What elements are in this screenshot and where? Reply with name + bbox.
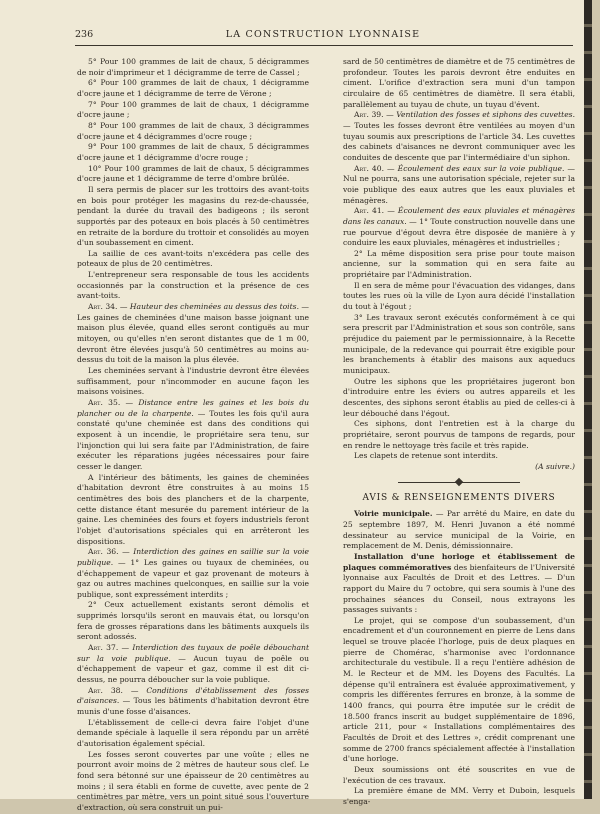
paragraph: Les clapets de retenue sont interdits.: [354, 451, 498, 461]
paragraph: 5° Pour 100 grammes de lait de chaux, 5 décigrammes de noir d'imprimeur et 1 décigramme de terre de Cassel ;: [77, 57, 309, 77]
paragraph: Outre les siphons que les propriétaires jugeront bon d'introduire entre les éviers ou autres appareils et les descentes, des siphons seront établis au pied de celles-ci à leur débouché dans l'égout.: [343, 376, 575, 418]
section-separator: [343, 475, 575, 489]
paragraph: La saillie de ces avant-toits n'excédera pas celle des poteaux de plus de 20 centimètres.: [77, 248, 309, 269]
paragraph: 3° Les travaux seront exécutés conformément à ce qui sera prescrit par l'Administration et sous son contrôle, sans préjudice du paiement par le permissionnaire, à la Recette municipale, de la redevance qui pourrait être exigible pour les branchements à établir des maisons aux aqueducs municipaux.: [343, 312, 575, 376]
article-title: Interdiction des tuyaux de poêle débouchant sur la voie publique.: [77, 643, 309, 663]
article-number: Art. 39.: [354, 110, 384, 120]
page-edge: [584, 0, 592, 799]
page-number: 236: [75, 29, 94, 40]
article-text: Toutes les fois qu'il aura constaté qu'une cheminée est dans des conditions qui exposent à un incendie, le propriétaire sera tenu, sur l'injonction qui lui sera faite par l'Administration, de faire exécuter les réparations jugées nécessaires pour faire cesser le danger.: [77, 408, 309, 471]
notice-horloge: [343, 552, 575, 616]
paragraph: 2° La même disposition sera prise pour toute maison ancienne, sur la sommation qui en sera faite au propriétaire par l'Administration.: [343, 248, 575, 280]
notice-text: des bienfaiteurs de l'Université lyonnaise aux Facultés de Droit et des Lettres. — D'un rapport du Maire du 7 octobre, qui sera soumis à l'une des prochaines séances du Conseil, nous extrayons les passages suivants :: [343, 562, 575, 615]
notice-heading: Voirie municipale.: [354, 509, 433, 519]
paragraph: 6° Pour 100 grammes de lait de chaux, 1 décigramme d'ocre jaune et 1 décigramme de terre de Vérone ;: [77, 78, 309, 98]
article-text: Aucun tuyau de poêle ou d'échappement de vapeur et gaz, comme il est dit ci-dessus, ne pourra déboucher sur la voie publique.: [77, 653, 310, 685]
article-36: Art. 36. — Interdiction des gaines en saillie sur la voie publique. — 1° Les gaines ou tuyaux de cheminées, ou d'échappement de vapeur et gaz provenant de moteurs à gaz ou autres machines quelconques, en saillie sur la voie publique, sont expressément interdits ;: [77, 547, 310, 599]
article-text: Toutes les fosses devront être ventilées au moyen d'un tuyau soumis aux prescriptions de l'article 34. Les cuvettes des cabinets d'aisances ne devront communiquer avec les conduites de descente que par l'intermédiaire d'un siphon.: [343, 120, 575, 162]
article-number: Art. 37.: [88, 643, 119, 653]
article-40: Art. 40. — Écoulement des eaux sur la voie publique. — Nul ne pourra, sans une autorisation spéciale, rejeter sur la voie publique des eaux autres que les eaux pluviales et ménagères.: [343, 163, 575, 205]
article-number: Art. 40.: [354, 163, 385, 173]
notice-heading: Installation d'une horloge et établissement de plaques commémoratives: [343, 551, 575, 572]
article-39: Art. 39. — Ventilation des fosses et siphons des cuvettes. — Toutes les fosses devront être ventilées au moyen d'un tuyau soumis aux prescriptions de l'article 34. Les cuvettes des cabinets d'aisances ne devront communiquer avec les conduites de descente que par l'intermédiaire d'un siphon.: [343, 110, 575, 162]
article-text: 1° Toute construction nouvelle dans une rue pourvue d'égout devra être disposée de manière à y conduire les eaux pluviales, ménagères et industrielles ;: [343, 216, 576, 248]
article-number: Art. 34.: [88, 302, 118, 312]
paragraph: Ces siphons, dont l'entretien est à la charge du propriétaire, seront pourvus de tampons de regards, pour en rendre le nettoyage très facile et très rapide.: [343, 419, 575, 450]
paragraph: 8° Pour 100 grammes de lait de chaux, 3 décigrammes d'ocre jaune et 4 décigrammes d'ocre rouge ;: [77, 120, 309, 141]
paragraph: Les fosses seront couvertes par une voûte ; elles ne pourront avoir moins de 2 mètres de hauteur sous clef. Le fond sera bétonné sur une épaisseur de 20 centimètres au moins ; il sera établi en forme de cuvette, avec pente de 2 centimètres par mètre, vers un point situé sous l'ouverture d'extraction, où sera construit un pui-: [77, 749, 309, 812]
article-title: Hauteur des cheminées au dessus des toits.: [129, 302, 299, 312]
article-number: Art. 38.: [88, 685, 123, 695]
paragraph: 7° Pour 100 grammes de lait de chaux, 1 décigramme d'ocre jaune ;: [77, 99, 309, 120]
article-text: 1° Les gaines ou tuyaux de cheminées, ou d'échappement de vapeur et gaz provenant de moteurs à gaz ou autres machines quelconques, en saillie sur la voie publique, sont expressément interdits ;: [77, 557, 309, 599]
paragraph: Il en sera de même pour l'évacuation des vidanges, dans toutes les rues où la ville de Lyon aura décidé l'installation du tout à l'égout ;: [343, 280, 575, 312]
article-number: Art. 41.: [354, 206, 385, 216]
paragraph: Les cheminées servant à l'industrie devront être élevées suffisamment, pour n'incommoder en aucune façon les maisons voisines.: [77, 366, 309, 397]
paragraph: 9° Pour 100 grammes de lait de chaux, 5 décigrammes d'ocre jaune et 1 décigramme d'ocre rouge ;: [77, 142, 309, 162]
article-34: Art. 34. — Hauteur des cheminées au dessus des toits. — Les gaines de cheminées d'une maison basse joignant une maison plus élevée, quand elles seront contiguës au mur mitoyen, ou qu'elles n'en seront distantes que de 1 m 00, devront être élevées jusqu'à 50 centimètres au moins au-dessus du toit de la maison la plus élevée.: [77, 302, 310, 365]
article-38: Art. 38. — Conditions d'établissement des fosses d'aisances. — Tous les bâtiments d'habitation devront être munis d'une fosse d'aisances.: [77, 685, 310, 717]
to-be-continued: (A suivre.): [535, 461, 575, 471]
article-number: Art. 35.: [88, 398, 121, 407]
paragraph: 2° Ceux actuellement existants seront démolis et supprimés lorsqu'ils seront en mauvais état, ou lorsqu'on fera de grosses réparations dans les bâtiments auxquels ils seront adossés.: [77, 600, 309, 642]
separator-ornament: [455, 477, 463, 485]
page-header: [75, 29, 571, 43]
article-37: Art. 37. — Interdiction des tuyaux de poêle débouchant sur la voie publique. — Aucun tuyau de poêle ou d'échappement de vapeur et gaz, comme il est dit ci-dessus, ne pourra déboucher sur la voie publique.: [77, 643, 310, 685]
paragraph: L'entrepreneur sera responsable de tous les accidents occasionnés par la construction et la présence de ces avant-toits.: [77, 270, 309, 301]
paragraph: 10° Pour 100 grammes de lait de chaux, 5 décigrammes d'ocre jaune et 1 décigramme de terre d'ombre brûlée.: [77, 163, 309, 184]
article-title: Ventilation des fosses et siphons des cuvettes.: [396, 110, 575, 120]
right-column: [343, 57, 575, 808]
article-text: Nul ne pourra, sans une autorisation spéciale, rejeter sur la voie publique des eaux autres que les eaux pluviales et ménagères.: [343, 174, 575, 205]
paragraph: Deux soumissions ont été souscrites en vue de l'exécution de ces travaux.: [343, 765, 575, 785]
notice-text: Par arrêté du Maire, en date du 25 septembre 1897, M. Henri Juvanon a été nommé dessinateur au service municipal de la Voirie, en remplacement de M. Denis, démissionnaire.: [343, 509, 575, 551]
article-number: Art. 36.: [88, 547, 119, 557]
paragraph: L'établissement de celle-ci devra faire l'objet d'une demande spéciale à laquelle il sera répondu par un arrêté d'autorisation également spécial.: [77, 717, 309, 748]
paragraph: La première émane de MM. Verry et Duboin, lesquels s'enga-: [343, 786, 575, 806]
journal-title: LA CONSTRUCTION LYONNAISE: [225, 29, 421, 40]
article-title: Écoulement des eaux sur la voie publique.: [397, 163, 565, 173]
article-text: Les gaines de cheminées d'une maison basse joignant une maison plus élevée, quand elles seront contiguës au mur mitoyen, ou qu'elles n'en seront distantes que de 1 m 00, devront être élevées jusqu'à 50 centimètres au moins au-dessus du toit de la maison la plus élevée.: [77, 312, 309, 365]
article-35: Art. 35. — Distance entre les gaines et les bois du plancher ou de la charpente. — Toutes les fois qu'il aura constaté qu'une cheminée est dans des conditions qui exposent à un incendie, le propriétaire sera tenu, sur l'injonction qui lui sera faite par l'Administration, de faire exécuter les réparations jugées nécessaires pour faire cesser le danger.: [77, 398, 309, 471]
paragraph: A l'intérieur des bâtiments, les gaines de cheminées d'habitation devront être construites à au moins 15 centimètres des bois des planchers et de la charpente, cette distance étant mesurée du parement intérieur de la gaine. Les cheminées des fours et foyers industriels feront l'objet d'autorisations spéciales qui en arrêteront les dispositions.: [77, 472, 309, 546]
header-rule: [75, 45, 573, 46]
section-title: AVIS & RENSEIGNEMENTS DIVERS: [362, 492, 556, 503]
paragraph: Il sera permis de placer sur les trottoirs des avant-toits en bois pour protéger les magasins du rez-de-chaussée, pendant la durée du travail des badigeons ; ils seront supportés par des poteaux en bois placés à 50 centimètres en retraite de la bordure du trottoir et consolidés au moyen d'un soubassement en ciment.: [77, 184, 309, 248]
article-text: Tous les bâtiments d'habitation devront être munis d'une fosse d'aisances.: [77, 696, 310, 717]
article-41: Art. 41. — Écoulement des eaux pluviales et ménagères dans les canaux. — 1° Toute construction nouvelle dans une rue pourvue d'égout devra être disposée de manière à y conduire les eaux pluviales, ménagères et industrielles ;: [343, 206, 576, 248]
article-title: Distance entre les gaines et les bois du plancher ou de la charpente.: [77, 398, 309, 418]
notice-voirie: Voirie municipale. — Par arrêté du Maire, en date du 25 septembre 1897, M. Henri Juvanon a été nommé dessinateur au service municipal de la Voirie, en remplacement de M. Denis, démissionnaire.: [343, 509, 575, 551]
left-column: [77, 57, 309, 814]
article-title: Écoulement des eaux pluviales et ménagères dans les canaux.: [343, 206, 575, 226]
paragraph: Le projet, qui se compose d'un soubassement, d'un encadrement et d'un couronnement en pierre de Lens dans lequel se trouve placée l'horloge, puis de deux plaques en pierre de Chomérac, s'harmonise avec l'ordonnance architecturale du vestibule. Il a reçu l'entière adhésion de M. le Recteur et de MM. les Doyens des Facultés. La dépense qu'il entraînera est évaluée approximativement, y compris les différentes ferrures en bronze, à la somme de 1400 francs, qui pourra être imputée sur le crédit de 18.500 francs inscrit au budget supplémentaire de 1896, article 211, pour « Installations complémentaires des Facultés de Droit et des Lettres », crédit comprenant une somme de 2700 francs spécialement affectée à l'installation d'une horloge.: [343, 615, 575, 764]
article-title: Conditions d'établissement des fosses d'aisances.: [77, 685, 309, 706]
article-title: Interdiction des gaines en saillie sur la voie publique.: [77, 547, 310, 567]
paragraph: sard de 50 centimètres de diamètre et de 75 centimètres de profondeur. Toutes les parois devront être enduites en ciment. L'orifice d'extraction sera muni d'un tampon circulaire de 65 centimètres de diamètre. Il sera établi, parallèlement au tuyau de chute, un tuyau d'évent.: [343, 57, 575, 109]
